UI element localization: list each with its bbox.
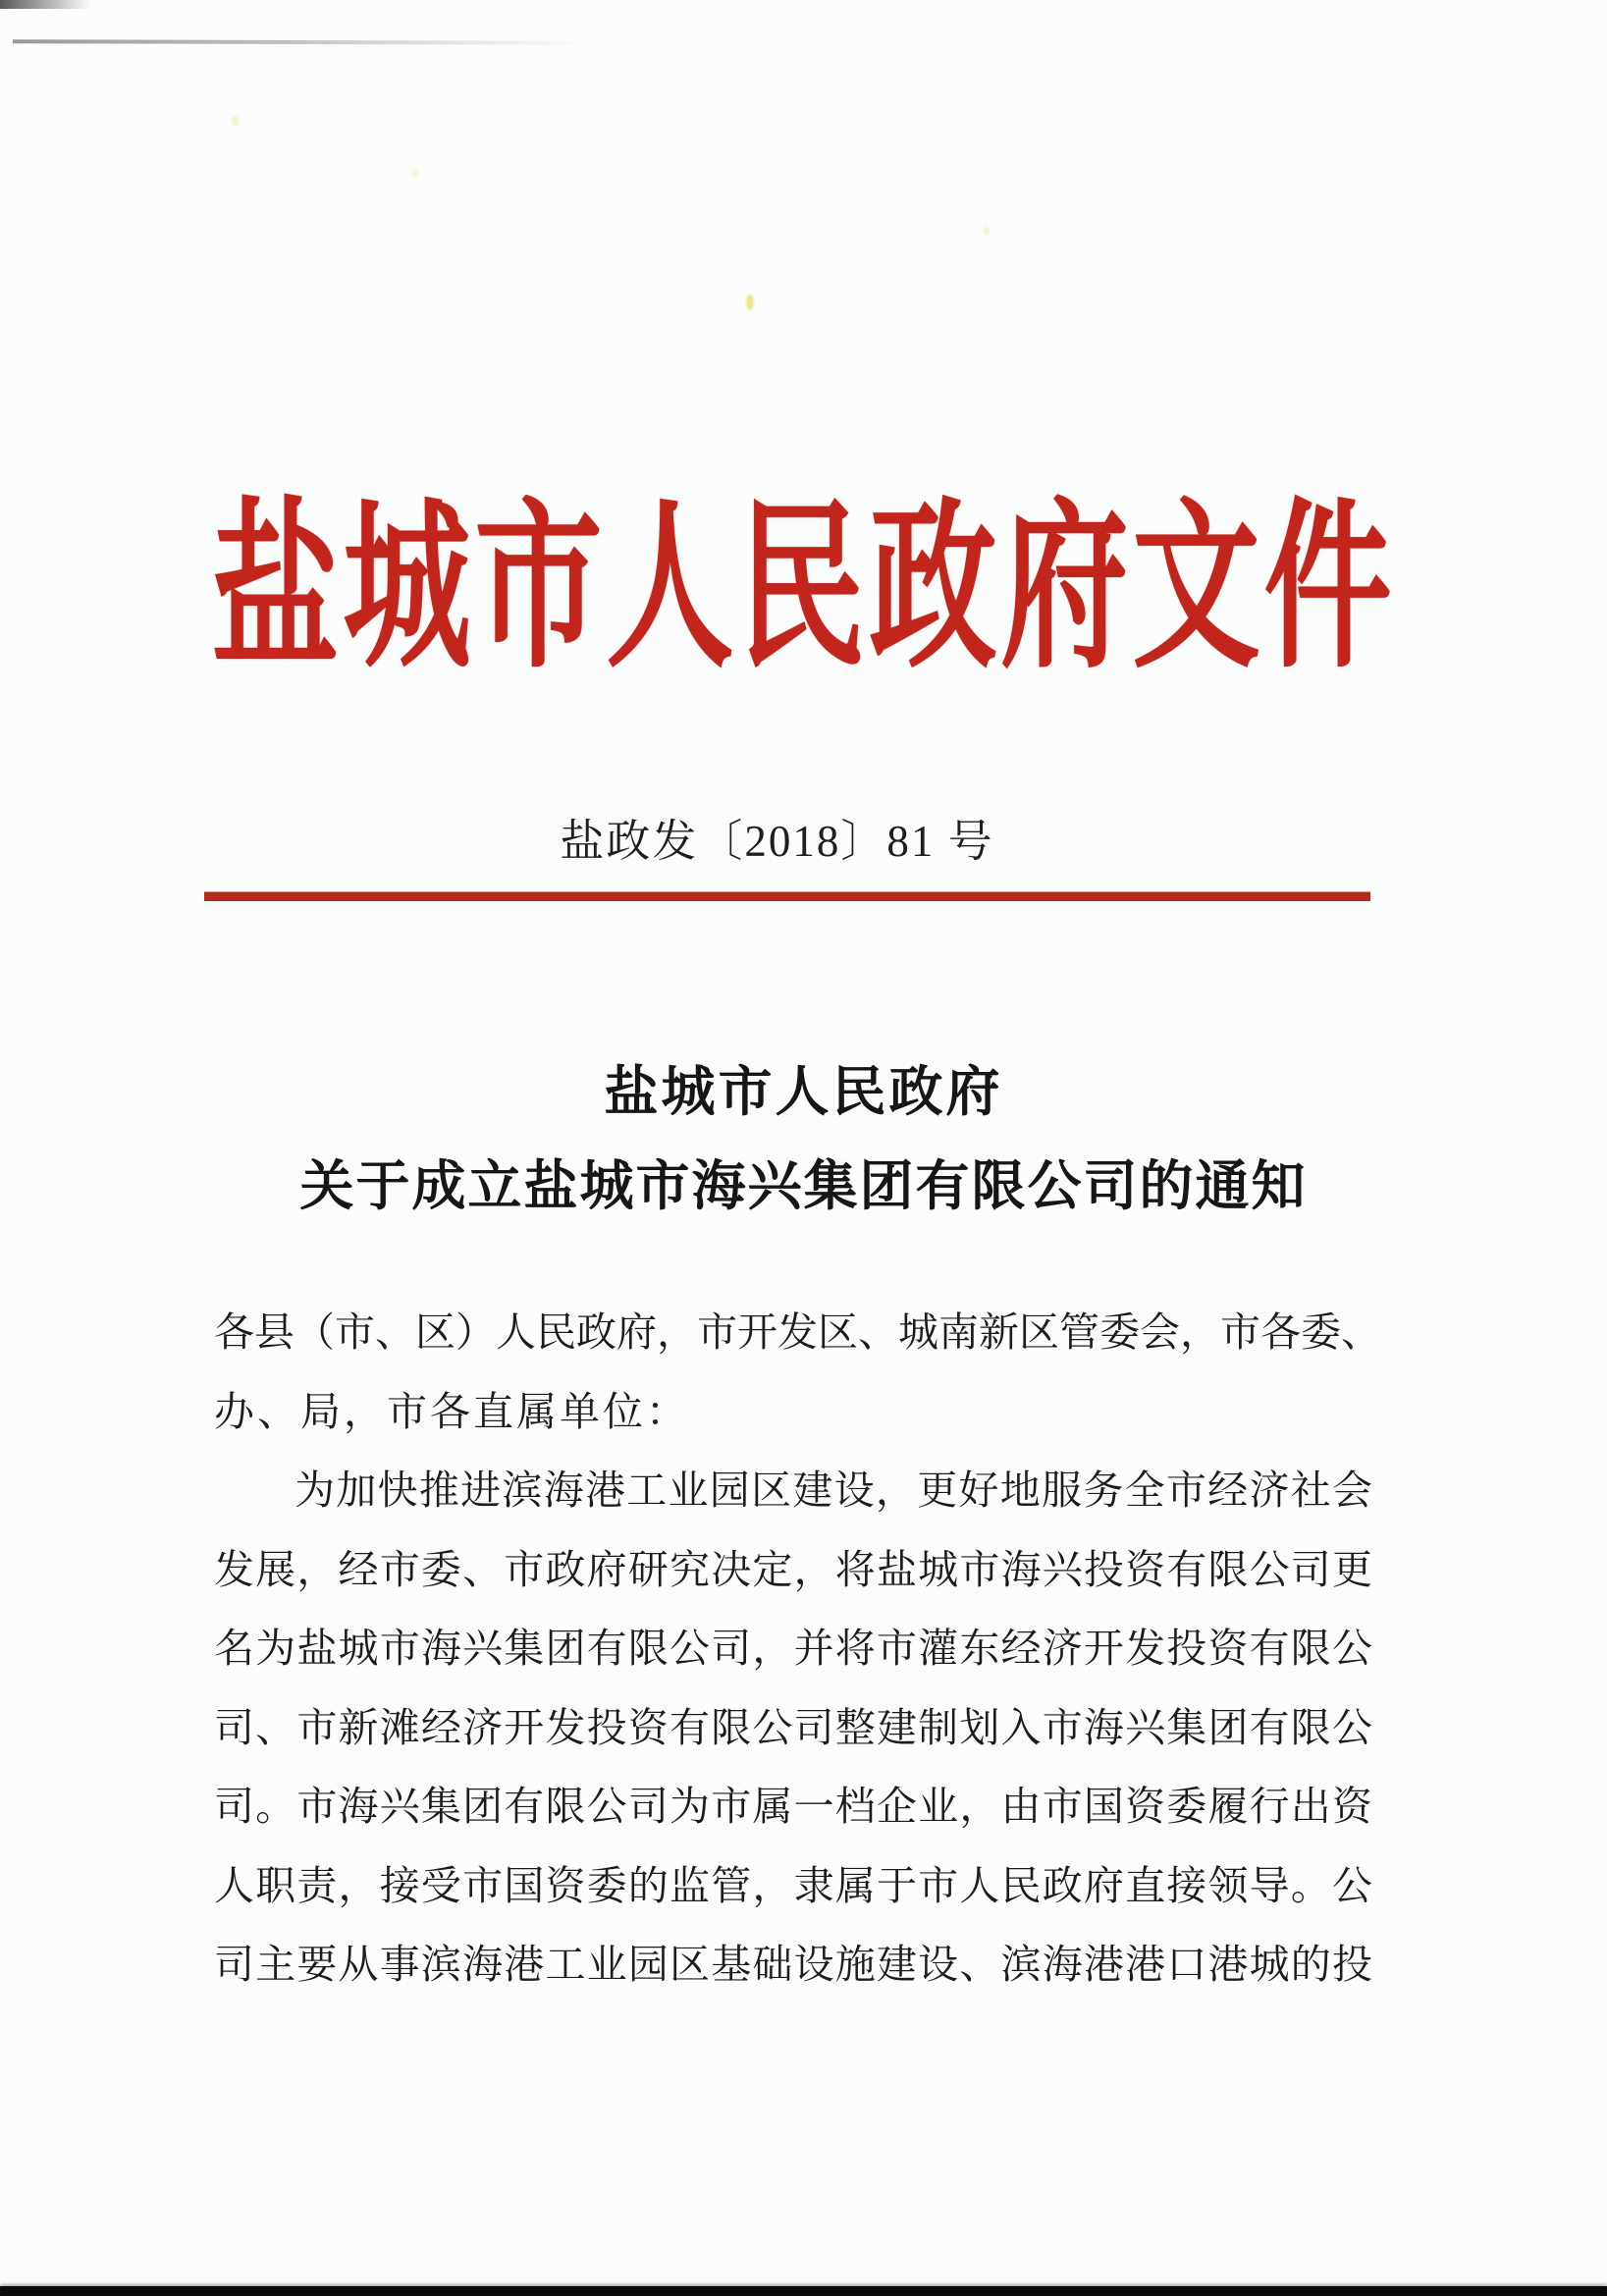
body-line: 司、市新滩经济开发投资有限公司整建制划入市海兴集团有限公 [214,1704,1372,1750]
red-divider-rule [204,892,1370,901]
body-line: 人职责，接受市国资委的监管，隶属于市人民政府直接领导。公 [214,1862,1372,1908]
scan-speck [746,294,754,310]
scan-speck [232,116,239,126]
document-number: 盐政发〔2018〕81 号 [560,817,994,866]
scan-speck [412,169,418,178]
body-line: 各县（市、区）人民政府，市开发区、城南新区管委会，市各委、 [214,1309,1381,1355]
scan-bottom-edge-artifact [0,2286,1607,2296]
body-line: 名为盐城市海兴集团有限公司，并将市灌东经济开发投资有限公 [214,1626,1372,1671]
scan-speck [984,226,990,236]
body-line: 司主要从事滨海港工业园区基础设施建设、滨海港港口港城的投 [214,1942,1372,1987]
document-masthead [0,489,1607,691]
scan-corner-artifact [0,0,90,9]
scan-hairline-artifact [13,39,587,45]
masthead-title: 盐城市人民政府文件 [211,489,1396,691]
body-line: 为加快推进滨海港工业园区建设，更好地服务全市经济社会 [295,1468,1372,1513]
document-title-line-1: 盐城市人民政府 [604,1062,1003,1122]
body-line: 司。市海兴集团有限公司为市属一档企业，由市国资委履行出资 [214,1784,1372,1829]
body-line: 发展，经市委、市政府研究决定，将盐城市海兴投资有限公司更 [214,1546,1372,1592]
body-line: 办、局，市各直属单位： [214,1388,689,1434]
document-body [214,1293,1381,2004]
document-title-line-2: 关于成立盐城市海兴集团有限公司的通知 [299,1156,1308,1216]
